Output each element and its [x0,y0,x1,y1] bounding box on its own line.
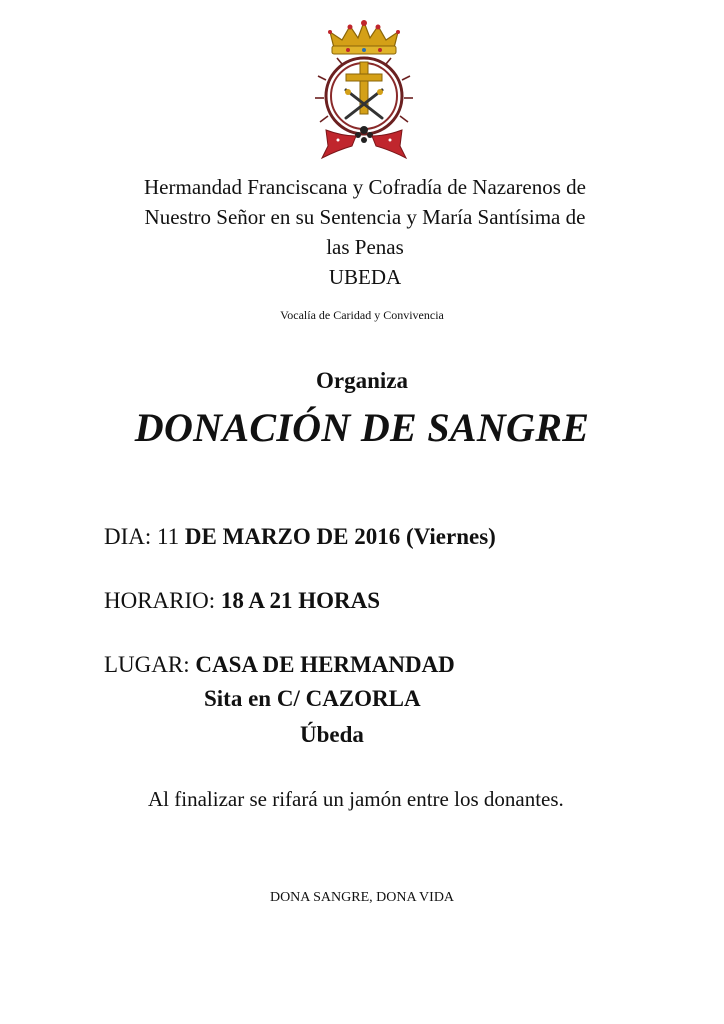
header-line-1: Hermandad Franciscana y Cofradía de Nazarenos de [144,175,586,199]
cross-icon [346,62,382,114]
organiza-heading: Organiza [316,368,408,393]
date-value: DE MARZO DE 2016 (Viernes) [184,524,496,549]
schedule-row [104,588,380,614]
crown-icon [328,20,400,54]
header-line-2: Nuestro Señor en su Sentencia y María Santísima de [144,205,586,229]
place-city: Úbeda [300,722,364,747]
vocalia-subtitle: Vocalía de Caridad y Convivencia [280,308,444,322]
brotherhood-crest-icon [312,18,416,166]
place-value: CASA DE HERMANDAD [195,652,455,677]
footer-slogan: DONA SANGRE, DONA VIDA [269,890,455,905]
header-city: UBEDA [328,265,402,289]
date-row [104,524,496,550]
brotherhood-name [80,172,650,292]
date-label: DIA: 11 [104,524,185,549]
schedule-value: 18 A 21 HORAS [220,588,381,613]
place-row [104,652,455,678]
event-title: DONACIÓN DE SANGRE [134,405,590,450]
schedule-label: HORARIO: [104,588,221,613]
place-address: Sita en C/ CAZORLA [204,686,421,711]
header-line-3: las Penas [326,235,404,259]
place-label: LUGAR: [104,652,196,677]
raffle-note: Al finalizar se rifará un jamón entre los donantes. [148,787,564,811]
